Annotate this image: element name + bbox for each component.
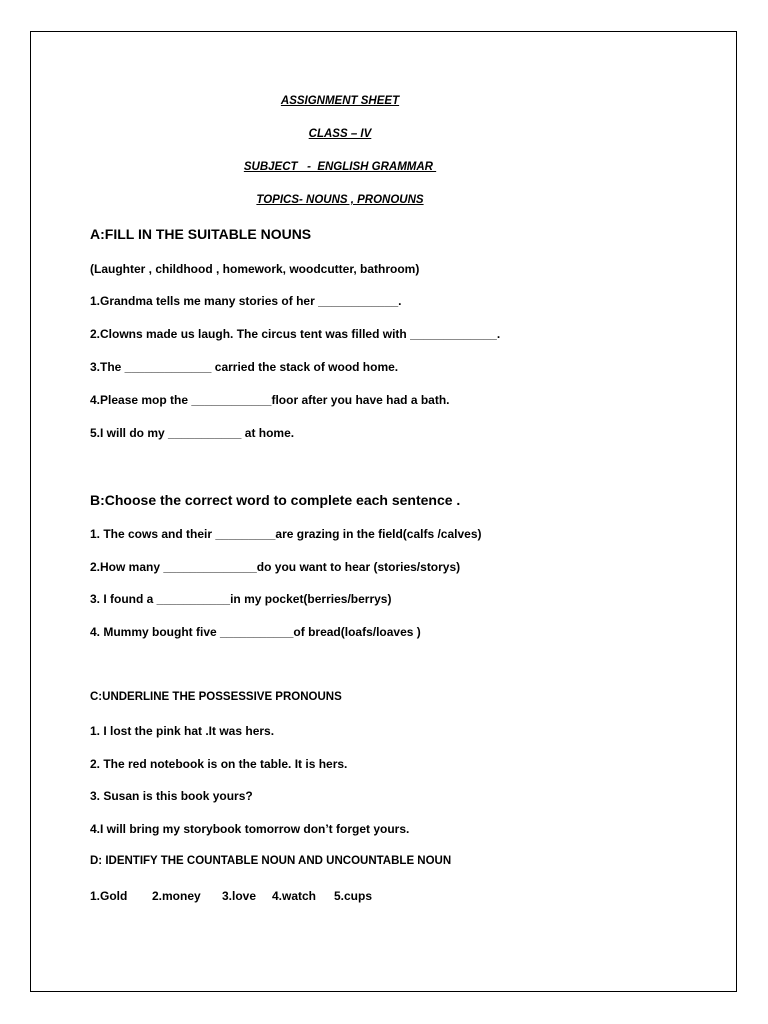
section-d-option: 3.love (222, 889, 257, 903)
section-c-item: 1. I lost the pink hat .It was hers. (90, 724, 275, 738)
section-b-item: 1. The cows and their _________are grazing in the field(calfs /calves) (90, 527, 482, 541)
section-c-item: 2. The red notebook is on the table. It is hers. (90, 757, 348, 771)
section-d-option: 1.Gold (90, 889, 128, 903)
section-a-item: 2.Clowns made us laugh. The circus tent was filled with _____________. (90, 327, 501, 341)
class-label: CLASS – IV (308, 128, 372, 140)
section-c-item: 3. Susan is this book yours? (90, 789, 253, 803)
subject-label: SUBJECT - ENGLISH GRAMMAR (243, 161, 437, 173)
section-d-options (90, 889, 372, 903)
section-a-word-bank: (Laughter , childhood , homework, woodcutter, bathroom) (90, 262, 420, 276)
section-d-heading: D: IDENTIFY THE COUNTABLE NOUN AND UNCOUNTABLE NOUN (90, 855, 452, 867)
topics-label: TOPICS- NOUNS , PRONOUNS (256, 194, 424, 206)
section-c-heading: C:UNDERLINE THE POSSESSIVE PRONOUNS (90, 691, 342, 703)
section-d-option: 5.cups (334, 889, 373, 903)
title: ASSIGNMENT SHEET (280, 95, 400, 107)
section-a-item: 3.The _____________ carried the stack of wood home. (90, 360, 399, 374)
section-a-item: 5.I will do my ___________ at home. (90, 426, 295, 440)
section-a-heading: A:FILL IN THE SUITABLE NOUNS (90, 226, 312, 242)
section-a-item: 1.Grandma tells me many stories of her ____________. (90, 294, 402, 308)
section-b-item: 2.How many ______________do you want to hear (stories/storys) (90, 560, 461, 574)
section-b-heading: B:Choose the correct word to complete each sentence . (90, 492, 461, 508)
section-c-item: 4.I will bring my storybook tomorrow don’t forget yours. (90, 822, 410, 836)
section-d-option: 2.money (152, 889, 201, 903)
section-b-item: 3. I found a ___________in my pocket(berries/berrys) (90, 592, 392, 606)
page-border (30, 31, 737, 992)
section-b-item: 4. Mummy bought five ___________of bread(loafs/loaves ) (90, 625, 421, 639)
section-a-item: 4.Please mop the ____________floor after you have had a bath. (90, 393, 450, 407)
section-d-option: 4.watch (272, 889, 317, 903)
